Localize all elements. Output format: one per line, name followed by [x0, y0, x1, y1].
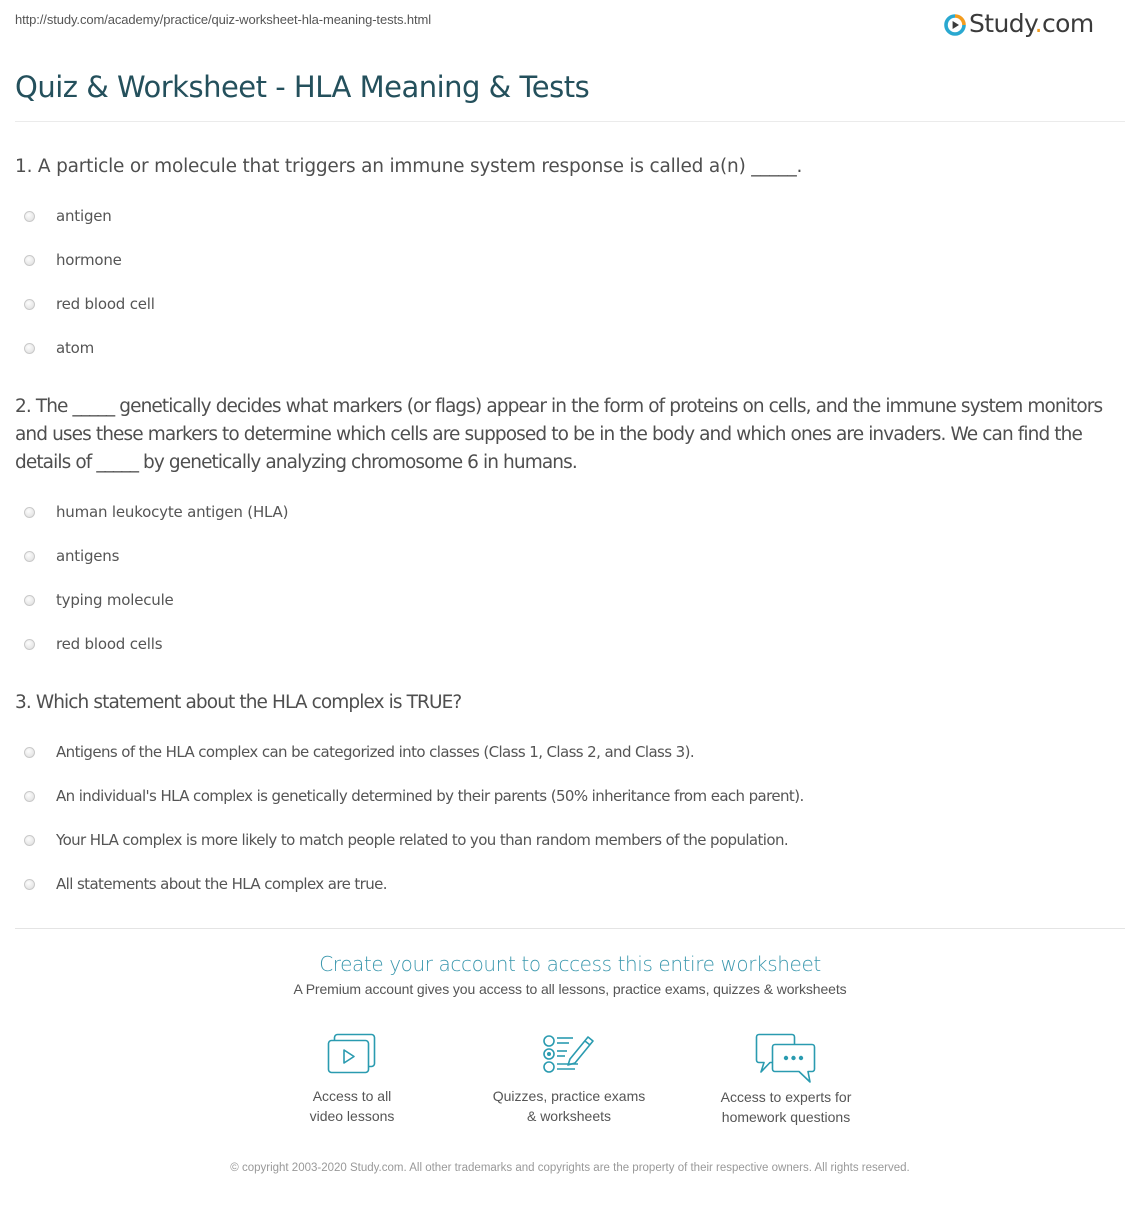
answer-label: An individual's HLA complex is genetically determined by their parents (50% inheritance from each parent).: [56, 787, 804, 805]
answer-option[interactable]: [15, 282, 1125, 326]
radio-button-icon[interactable]: [24, 255, 35, 266]
feature-label-line: Access to experts for: [720, 1089, 852, 1105]
radio-button-icon[interactable]: [24, 639, 35, 650]
answer-label: human leukocyte antigen (HLA): [56, 503, 289, 521]
question-3: [15, 689, 1125, 906]
radio-button-icon[interactable]: [24, 835, 35, 846]
feature-label: [252, 1086, 452, 1126]
answer-label: All statements about the HLA complex are true.: [56, 875, 387, 893]
feature-label-line: & worksheets: [526, 1108, 612, 1124]
feature-quizzes: [469, 1032, 669, 1126]
answer-label: antigens: [56, 547, 120, 565]
answer-option[interactable]: [15, 534, 1125, 578]
radio-button-icon[interactable]: [24, 747, 35, 758]
logo-tld: com: [1041, 9, 1094, 38]
cta-divider: [15, 928, 1125, 929]
radio-button-icon[interactable]: [24, 791, 35, 802]
answer-option[interactable]: [15, 578, 1125, 622]
feature-label-line: Access to all: [312, 1088, 392, 1104]
answer-option[interactable]: [15, 194, 1125, 238]
cta-subtitle: A Premium account gives you access to all lessons, practice exams, quizzes & worksheets: [293, 981, 847, 997]
answer-option[interactable]: [15, 774, 1125, 818]
radio-button-icon[interactable]: [24, 879, 35, 890]
create-account-link[interactable]: Create your account to access this entire worksheet: [319, 952, 821, 976]
video-lessons-icon: [325, 1032, 379, 1076]
question-text: 3. Which statement about the HLA complex is TRUE?: [15, 692, 462, 713]
answer-label: red blood cells: [56, 635, 163, 653]
question-1: [15, 153, 1125, 370]
answer-label: antigen: [56, 207, 112, 225]
logo-name: Study: [969, 9, 1035, 38]
answer-option[interactable]: [15, 490, 1125, 534]
title-divider: [15, 121, 1125, 122]
answer-label: typing molecule: [56, 591, 174, 609]
answer-list: [15, 490, 1125, 666]
question-text: 2. The _____ genetically decides what markers (or flags) appear in the form of proteins on cells, and the immune system monitors and uses these markers to determine which cells are supposed to be in the body and which ones are invaders. We can find the details of _____ by genetically analyzing chromosome 6 in humans.: [15, 396, 1103, 473]
quiz-checklist-icon: [541, 1032, 597, 1076]
answer-option[interactable]: [15, 730, 1125, 774]
logo-wordmark: [969, 9, 1094, 39]
play-ring-logo-icon: [944, 14, 966, 36]
feature-label: [686, 1087, 886, 1127]
logo-dot: .: [1034, 9, 1042, 38]
feature-label-line: video lessons: [309, 1108, 395, 1124]
answer-option[interactable]: [15, 326, 1125, 370]
study-com-logo[interactable]: [944, 9, 1094, 39]
radio-button-icon[interactable]: [24, 299, 35, 310]
question-2: [15, 393, 1125, 666]
answer-label: hormone: [56, 251, 122, 269]
answer-option[interactable]: [15, 818, 1125, 862]
radio-button-icon[interactable]: [24, 551, 35, 562]
answer-list: [15, 730, 1125, 906]
answer-label: Antigens of the HLA complex can be categorized into classes (Class 1, Class 2, and Class 3).: [56, 743, 695, 761]
feature-label: [469, 1086, 669, 1126]
radio-button-icon[interactable]: [24, 211, 35, 222]
page-url: http://study.com/academy/practice/quiz-worksheet-hla-meaning-tests.html: [15, 12, 432, 27]
feature-label-line: Quizzes, practice exams: [492, 1088, 646, 1104]
question-text: 1. A particle or molecule that triggers an immune system response is called a(n) _____.: [15, 156, 803, 177]
copyright-footer: © copyright 2003-2020 Study.com. All other trademarks and copyrights are the property of their respective owners. All rights reserved.: [230, 1162, 910, 1174]
radio-button-icon[interactable]: [24, 595, 35, 606]
answer-option[interactable]: [15, 862, 1125, 906]
chat-bubbles-icon: [754, 1032, 818, 1084]
answer-label: Your HLA complex is more likely to match people related to you than random members of the population.: [56, 831, 789, 849]
radio-button-icon[interactable]: [24, 507, 35, 518]
answer-list: [15, 194, 1125, 370]
answer-label: atom: [56, 339, 95, 357]
answer-option[interactable]: [15, 238, 1125, 282]
feature-video-lessons: [252, 1032, 452, 1126]
radio-button-icon[interactable]: [24, 343, 35, 354]
feature-label-line: homework questions: [721, 1109, 851, 1125]
answer-option[interactable]: [15, 622, 1125, 666]
page-title: Quiz & Worksheet - HLA Meaning & Tests: [15, 70, 590, 104]
feature-experts: [686, 1032, 886, 1127]
answer-label: red blood cell: [56, 295, 155, 313]
